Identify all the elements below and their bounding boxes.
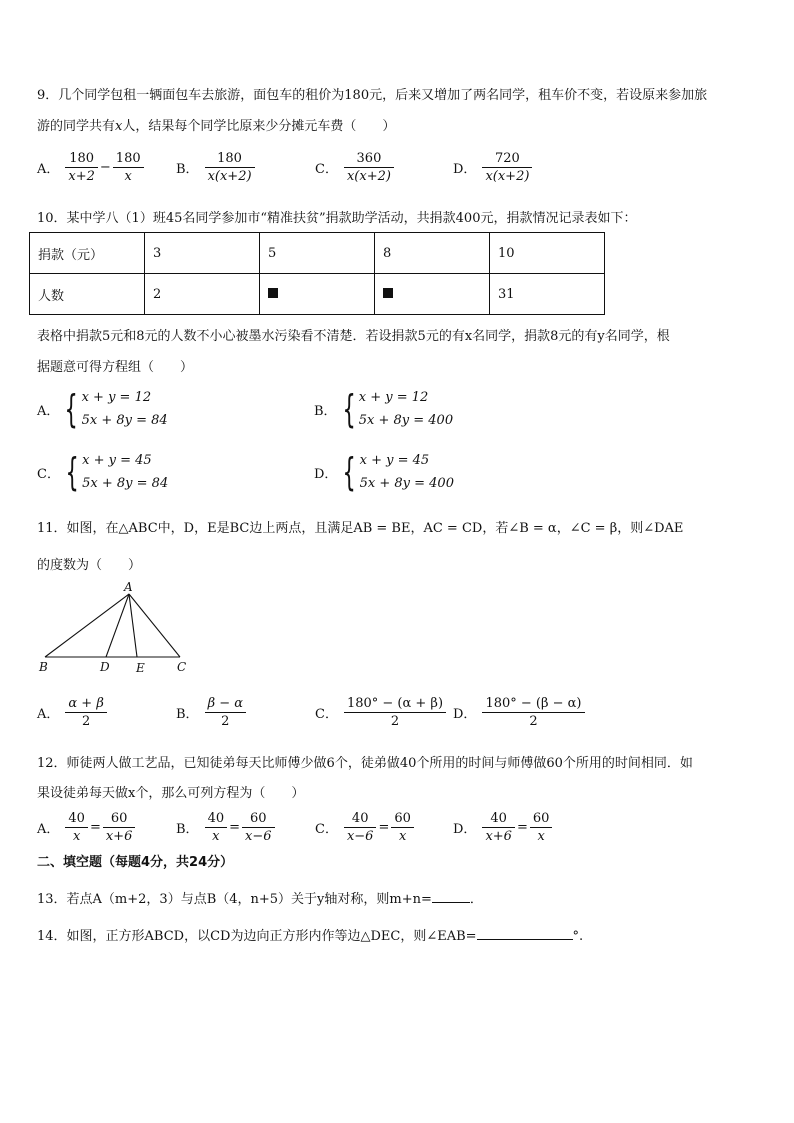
q11-line1: 11．如图，在△ABC中，D，E是BC边上两点，且满足AB = BE，AC = CD，若∠B = α，∠C = β，则∠DAE — [37, 521, 684, 536]
table-cell: 8 — [375, 233, 490, 274]
option-label: B． — [176, 707, 199, 722]
option-label: D． — [453, 822, 477, 837]
table-cell: 2 — [145, 274, 260, 315]
ink-blot-icon — [383, 288, 393, 298]
option-label: A． — [37, 707, 60, 722]
fraction — [482, 810, 515, 845]
q12-line2: 果设徒弟每天做x个，那么可列方程为（ ） — [37, 786, 305, 801]
q9-option-c[interactable] — [315, 150, 394, 185]
option-label: D． — [453, 707, 477, 722]
option-label: D． — [314, 466, 338, 482]
q11-option-b[interactable] — [176, 695, 246, 730]
q11-option-d[interactable] — [453, 695, 585, 730]
q14-line — [37, 925, 583, 944]
table-cell: 3 — [145, 233, 260, 274]
vertex-label-c: C — [177, 660, 187, 674]
denominator: x — [72, 829, 81, 844]
equation-system — [360, 449, 454, 495]
numerator: 180 — [205, 150, 255, 168]
denominator: x — [537, 829, 545, 844]
option-label: C． — [315, 162, 338, 177]
equation: 5x + 8y = 84 — [81, 413, 168, 428]
fraction — [103, 810, 136, 845]
numerator: 720 — [482, 150, 532, 168]
table-cell: 5 — [260, 233, 375, 274]
q13-end: ． — [469, 892, 483, 907]
numerator: α + β — [65, 695, 106, 713]
fraction — [482, 695, 584, 730]
option-label: A． — [37, 162, 60, 177]
side-ab — [45, 594, 129, 657]
numerator: 40 — [65, 810, 88, 828]
side-ac — [129, 594, 180, 657]
table-cell-smudged — [260, 274, 375, 315]
option-label: A． — [37, 822, 60, 837]
fraction — [65, 150, 98, 185]
point-label-e: E — [136, 661, 145, 675]
option-label: D． — [453, 162, 477, 177]
table-cell-smudged — [375, 274, 490, 315]
numerator: 60 — [242, 810, 275, 828]
table-cell: 10 — [490, 233, 605, 274]
fraction — [113, 150, 144, 185]
equation: x + y = 12 — [81, 390, 152, 405]
q11-line2: 的度数为（ ） — [37, 558, 142, 573]
numerator: 360 — [344, 150, 394, 168]
denominator: x(x+2) — [207, 169, 252, 184]
triangle-figure — [30, 580, 200, 680]
denominator: x−6 — [346, 829, 374, 844]
q10-option-c[interactable] — [37, 449, 168, 495]
q12-option-b[interactable] — [176, 810, 275, 845]
option-label: C． — [315, 822, 338, 837]
equation: 5x + 8y = 400 — [358, 413, 454, 428]
option-label: A． — [37, 403, 60, 419]
fraction — [391, 810, 414, 845]
equals-sign: = — [229, 820, 241, 835]
q9-variable: x — [115, 119, 123, 134]
numerator: 180 — [65, 150, 98, 168]
equation: 5x + 8y = 84 — [82, 476, 169, 491]
numerator: 60 — [391, 810, 414, 828]
equals-sign: = — [89, 820, 101, 835]
q9-line2-post: 人，结果每个同学比原来少分摊元车费（ ） — [122, 119, 396, 134]
brace-icon: { — [64, 387, 79, 431]
brace-icon: { — [65, 450, 79, 494]
q11-option-c[interactable] — [315, 695, 446, 730]
q13-text: 13．若点A（m+2，3）与点B（4，n+5）关于y轴对称，则m+n= — [37, 892, 432, 907]
vertex-label-a: A — [124, 580, 133, 594]
numerator: 180 — [113, 150, 144, 168]
fraction — [344, 810, 377, 845]
denominator: x+6 — [485, 829, 512, 844]
equation: x + y = 45 — [359, 453, 430, 468]
equation: 5x + 8y = 400 — [359, 476, 454, 491]
denominator: x+6 — [105, 829, 133, 844]
q10-option-b[interactable] — [314, 386, 453, 432]
fraction — [344, 150, 394, 185]
fraction — [482, 150, 532, 185]
numerator: 40 — [344, 810, 377, 828]
q12-option-d[interactable] — [453, 810, 552, 845]
q10-line3: 据题意可得方程组（ ） — [37, 360, 194, 375]
equation: x + y = 45 — [82, 453, 152, 468]
fraction — [242, 810, 275, 845]
equation-system — [359, 386, 453, 432]
q12-option-a[interactable] — [37, 810, 135, 845]
denominator: 2 — [81, 714, 91, 729]
fraction — [205, 150, 255, 185]
table-row — [30, 233, 605, 274]
fraction — [65, 810, 88, 845]
ink-blot-icon — [268, 288, 278, 298]
numerator: 40 — [482, 810, 515, 828]
table-cell: 人数 — [30, 274, 145, 315]
numerator: 40 — [205, 810, 228, 828]
section-title: 二、填空题（每题4分，共24分） — [37, 855, 234, 870]
answer-blank[interactable] — [477, 939, 573, 940]
point-label-d: D — [100, 660, 110, 674]
numerator: 60 — [530, 810, 553, 828]
denominator: x — [124, 169, 132, 184]
segment-ae — [129, 594, 137, 657]
vertex-label-b: B — [39, 660, 48, 674]
q12-option-c[interactable] — [315, 810, 414, 845]
q12-line1: 12．师徒两人做工艺品，已知徒弟每天比师傅少做6个，徒弟做40个所用的时间与师傅做60个所用的时间相同．如 — [37, 756, 693, 771]
fraction — [205, 695, 246, 730]
fraction — [344, 695, 446, 730]
option-label: B． — [176, 162, 199, 177]
equation-system — [82, 449, 168, 495]
fraction — [65, 695, 106, 730]
equals-sign: = — [516, 820, 528, 835]
minus-sign: − — [99, 160, 111, 175]
fraction — [530, 810, 553, 845]
q9-line2-pre: 游的同学共有 — [37, 119, 116, 134]
q14-end: °. — [572, 929, 584, 944]
option-label: C． — [37, 466, 60, 482]
denominator: 2 — [221, 714, 230, 729]
table-cell: 31 — [490, 274, 605, 315]
q10-option-d[interactable] — [314, 449, 454, 495]
q14-text: 14．如图，正方形ABCD，以CD为边向正方形内作等边△DEC，则∠EAB= — [37, 929, 477, 944]
brace-icon: { — [342, 387, 356, 431]
equation-system — [82, 386, 168, 432]
fraction — [205, 810, 228, 845]
denominator: x(x+2) — [485, 169, 530, 184]
numerator: 180° − (β − α) — [482, 695, 584, 713]
denominator: x — [398, 829, 407, 844]
q10-line1: 10．某中学八（1）班45名同学参加市“精准扶贫”捐款助学活动，共捐款400元，捐款情况记录表如下： — [37, 211, 637, 226]
denominator: x — [212, 829, 220, 844]
answer-blank[interactable] — [432, 902, 470, 903]
q9-option-d[interactable] — [453, 150, 532, 185]
segment-ad — [106, 594, 129, 657]
q9-option-a[interactable] — [37, 150, 144, 185]
denominator: 2 — [390, 714, 400, 729]
numerator: 180° − (α + β) — [344, 695, 446, 713]
denominator: x(x+2) — [346, 169, 391, 184]
donation-table — [29, 232, 605, 315]
q10-option-a[interactable] — [37, 386, 168, 432]
denominator: x−6 — [245, 829, 272, 844]
numerator: β − α — [205, 695, 246, 713]
numerator: 60 — [103, 810, 136, 828]
table-cell: 捐款（元） — [30, 233, 145, 274]
option-label: B． — [176, 822, 199, 837]
q13-line — [37, 888, 483, 907]
denominator: x+2 — [68, 169, 95, 184]
q10-line2: 表格中捐款5元和8元的人数不小心被墨水污染看不清楚．若设捐款5元的有x名同学，捐款8元的有y名同学，根 — [37, 329, 670, 344]
q11-option-a[interactable] — [37, 695, 107, 730]
table-row — [30, 274, 605, 315]
equation: x + y = 12 — [358, 390, 429, 405]
q9-line2 — [37, 115, 395, 134]
option-label: B． — [314, 403, 337, 419]
denominator: 2 — [529, 714, 538, 729]
brace-icon: { — [342, 450, 357, 494]
equals-sign: = — [378, 820, 390, 835]
q9-option-b[interactable] — [176, 150, 255, 185]
q9-line1: 9．几个同学包租一辆面包车去旅游，面包车的租价为180元，后来又增加了两名同学，租车价不变，若设原来参加旅 — [37, 88, 708, 103]
option-label: C． — [315, 707, 338, 722]
